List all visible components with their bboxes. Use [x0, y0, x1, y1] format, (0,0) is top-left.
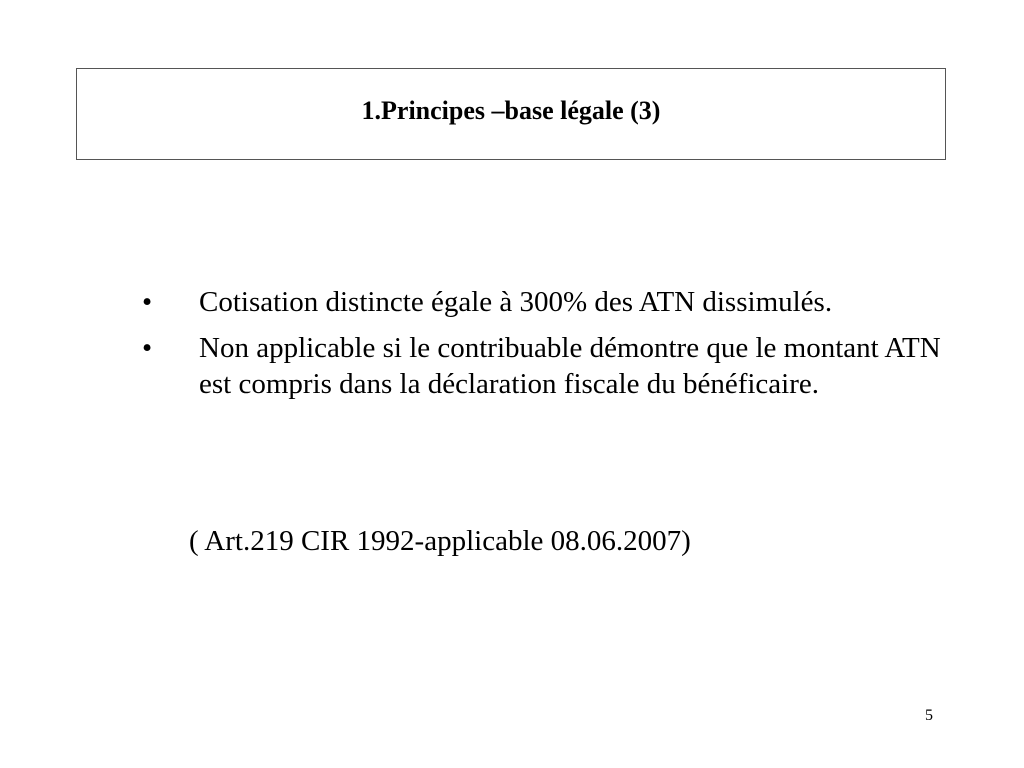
slide-title: 1.Principes –base légale (3) — [361, 96, 661, 125]
title-box — [76, 68, 946, 160]
bullet-text: Non applicable si le contribuable démontre que le montant ATN est compris dans la déclaration fiscale du bénéficaire. — [199, 332, 941, 400]
bullet-icon: • — [142, 286, 153, 318]
bullet-text: Cotisation distincte égale à 300% des ATN dissimulés. — [199, 286, 833, 318]
legal-reference: ( Art.219 CIR 1992-applicable 08.06.2007) — [189, 525, 691, 557]
bullet-item — [140, 330, 950, 402]
page-number: 5 — [925, 707, 933, 724]
bullet-icon: • — [142, 332, 153, 364]
bullet-item — [140, 284, 950, 320]
bullet-list — [140, 284, 950, 412]
